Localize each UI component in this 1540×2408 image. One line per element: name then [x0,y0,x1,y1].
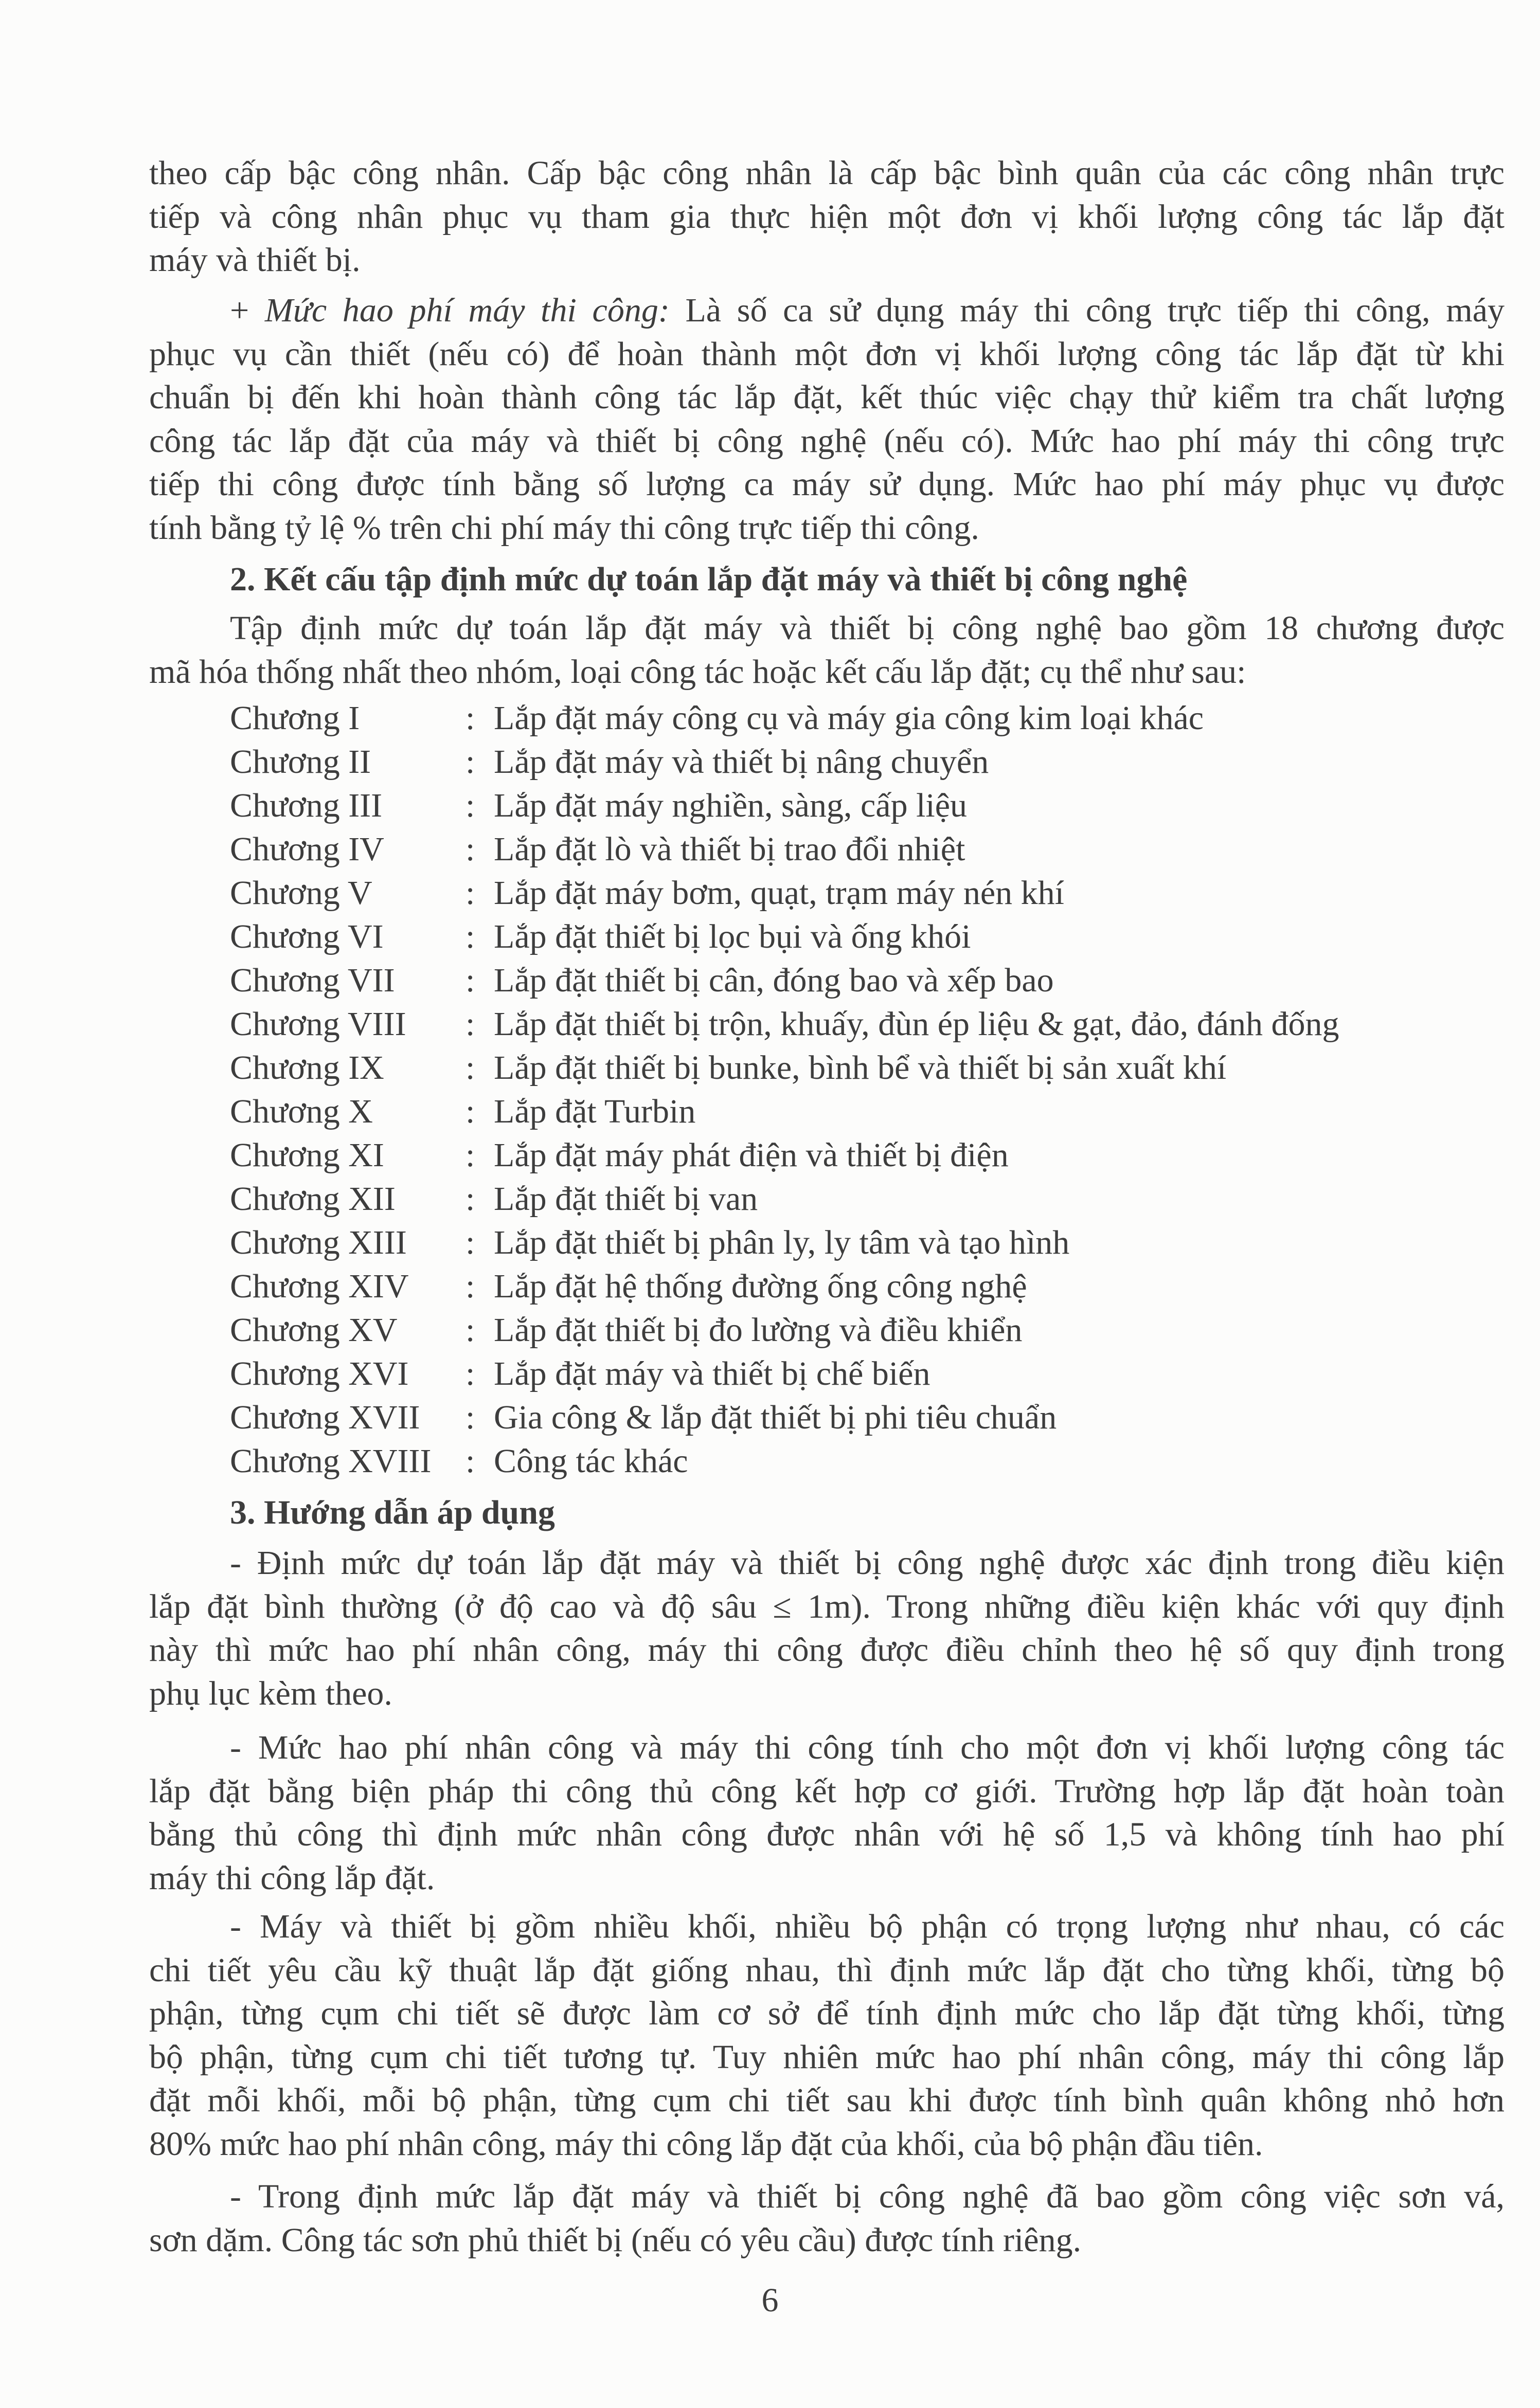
text-line: theo cấp bậc công nhân. Cấp bậc công nhân là cấp bậc bình quân của các công nhân trực [149,154,1505,192]
paragraph-machine-cost [149,289,1505,550]
text-line: phụ lục kèm theo. [149,1674,392,1712]
text-line: chuẩn bị đến khi hoàn thành công tác lắp đặt, kết thúc việc chạy thử kiểm tra chất lượng [149,378,1505,416]
chapter-row [149,828,1505,872]
chapter-name: Chương VIII [230,1005,406,1043]
text-line: sơn dặm. Công tác sơn phủ thiết bị (nếu có yêu cầu) được tính riêng. [149,2221,1082,2259]
text-line: - Máy và thiết bị gồm nhiều khối, nhiều bộ phận có trọng lượng như nhau, có các [230,1908,1505,1945]
text-line: bộ phận, từng cụm chi tiết tương tự. Tuy nhiên mức hao phí nhân công, máy thi công lắp [149,2038,1505,2076]
text-line [149,289,1505,333]
guideline-paragraph [149,2175,1505,2262]
text-line: chi tiết yêu cầu kỹ thuật lắp đặt giống nhau, thì định mức lắp đặt cho từng khối, từng bộ [149,1951,1505,1989]
chapter-name: Chương VI [230,918,384,955]
chapter-name: Chương XII [230,1180,396,1218]
chapter-separator: : [465,1311,475,1349]
text-line: 80% mức hao phí nhân công, máy thi công lắp đặt của khối, của bộ phận đầu tiên. [149,2125,1263,2163]
chapter-name: Chương XIV [230,1268,409,1305]
section-2-heading-block [149,558,1505,602]
chapter-name: Chương XV [230,1311,398,1349]
chapter-title: Công tác khác [494,1442,688,1480]
chapter-separator: : [465,787,475,824]
chapter-title: Lắp đặt thiết bị phân ly, ly tâm và tạo hình [494,1224,1070,1261]
chapter-name: Chương II [230,743,371,781]
chapter-separator: : [465,1093,475,1130]
chapter-title: Lắp đặt thiết bị bunke, bình bể và thiết bị sản xuất khí [494,1049,1227,1087]
page-number: 6 [761,2282,779,2319]
chapter-separator: : [465,1049,475,1087]
chapter-row [149,915,1505,959]
text-line: - Định mức dự toán lắp đặt máy và thiết bị công nghệ được xác định trong điều kiện [230,1544,1505,1582]
chapter-row [149,1396,1505,1440]
chapter-separator: : [465,918,475,955]
chapter-name: Chương VII [230,962,395,999]
chapter-row [149,1309,1505,1352]
term-machine-cost: Mức hao phí máy thi công: [264,292,670,329]
text-line: Tập định mức dự toán lắp đặt máy và thiết bị công nghệ bao gồm 18 chương được [230,609,1505,647]
chapter-title: Gia công & lắp đặt thiết bị phi tiêu chuẩn [494,1399,1057,1436]
bullet-plus: + [230,292,265,329]
text-line: lắp đặt bằng biện pháp thi công thủ công kết hợp cơ giới. Trường hợp lắp đặt hoàn toàn [149,1772,1505,1810]
chapter-separator: : [465,743,475,781]
chapter-separator: : [465,1268,475,1305]
chapter-row [149,872,1505,915]
text-line: - Trong định mức lắp đặt máy và thiết bị công nghệ đã bao gồm công việc sơn vá, [230,2178,1505,2215]
paragraph-worker-grade [149,152,1505,282]
chapter-title: Lắp đặt máy và thiết bị chế biến [494,1355,930,1392]
chapter-title: Lắp đặt máy nghiền, sàng, cấp liệu [494,787,968,824]
chapter-row [149,740,1505,784]
chapter-separator: : [465,1355,475,1392]
text-line: phận, từng cụm chi tiết sẽ được làm cơ sở để tính định mức cho lắp đặt từng khối, từng [149,1995,1505,2032]
chapter-name: Chương X [230,1093,373,1130]
chapter-name: Chương IV [230,830,384,868]
text-line: tiếp và công nhân phục vụ tham gia thực hiện một đơn vị khối lượng công tác lắp đặt [149,197,1505,236]
text-line: phục vụ cần thiết (nếu có) để hoàn thành một đơn vị khối lượng công tác lắp đặt từ khi [149,335,1505,373]
chapter-name: Chương IX [230,1049,384,1087]
chapter-separator: : [465,874,475,912]
text-line: máy thi công lắp đặt. [149,1859,435,1897]
chapter-separator: : [465,1224,475,1261]
text-line: đặt mỗi khối, mỗi bộ phận, từng cụm chi tiết sau khi được tính bình quân không nhỏ hơn [149,2081,1505,2119]
term-definition: Là số ca sử dụng máy thi công trực tiếp thi công, máy [669,292,1505,329]
text-line: máy và thiết bị. [149,241,361,279]
guideline-paragraph [149,1726,1505,1900]
chapter-title: Lắp đặt máy phát điện và thiết bị điện [494,1136,1009,1174]
guideline-paragraph [149,1905,1505,2166]
chapter-title: Lắp đặt máy công cụ và máy gia công kim loại khác [494,699,1204,737]
chapter-separator: : [465,1005,475,1043]
text-line: tính bằng tỷ lệ % trên chi phí máy thi công trực tiếp thi công. [149,509,979,547]
chapter-title: Lắp đặt thiết bị cân, đóng bao và xếp bao [494,962,1054,999]
chapter-title: Lắp đặt lò và thiết bị trao đổi nhiệt [494,830,965,868]
section-3-heading-block [149,1491,1505,1535]
chapter-row [149,959,1505,1003]
section-2-intro [149,607,1505,694]
chapter-row [149,1178,1505,1221]
chapter-name: Chương XIII [230,1224,407,1261]
chapter-row [149,1265,1505,1309]
chapter-name: Chương XI [230,1136,384,1174]
chapter-title: Lắp đặt máy bơm, quạt, trạm máy nén khí [494,874,1064,912]
chapter-name: Chương XVIII [230,1442,432,1480]
chapter-title: Lắp đặt thiết bị lọc bụi và ống khói [494,918,971,955]
chapter-separator: : [465,1180,475,1218]
chapter-row [149,1221,1505,1265]
chapter-name: Chương V [230,874,372,912]
chapter-row [149,1440,1505,1483]
chapter-list [149,697,1505,1483]
chapter-row [149,1003,1505,1046]
chapter-separator: : [465,1442,475,1480]
text-line: công tác lắp đặt của máy và thiết bị công nghệ (nếu có). Mức hao phí máy thi công trực [149,422,1505,460]
chapter-name: Chương XVII [230,1399,420,1436]
chapter-separator: : [465,1136,475,1174]
chapter-row [149,1090,1505,1134]
chapter-row [149,784,1505,828]
chapter-title: Lắp đặt thiết bị trộn, khuấy, đùn ép liệu & gạt, đảo, đánh đống [494,1005,1339,1043]
text-line: - Mức hao phí nhân công và máy thi công tính cho một đơn vị khối lượng công tác [230,1729,1505,1766]
guideline-paragraph [149,1542,1505,1715]
chapter-separator: : [465,830,475,868]
chapter-separator: : [465,1399,475,1436]
chapter-row [149,1046,1505,1090]
chapter-title: Lắp đặt hệ thống đường ống công nghệ [494,1268,1027,1305]
chapter-name: Chương XVI [230,1355,409,1392]
chapter-title: Lắp đặt máy và thiết bị nâng chuyển [494,743,989,781]
text-line: lắp đặt bình thường (ở độ cao và độ sâu ≤ 1m). Trong những điều kiện khác với quy định [149,1587,1505,1625]
chapter-row [149,1352,1505,1396]
chapter-separator: : [465,962,475,999]
chapter-title: Lắp đặt Turbin [494,1093,696,1130]
text-line: mã hóa thống nhất theo nhóm, loại công tác hoặc kết cấu lắp đặt; cụ thể như sau: [149,653,1246,691]
chapter-row [149,697,1505,740]
chapter-separator: : [465,699,475,737]
text-line: tiếp thi công được tính bằng số lượng ca máy sử dụng. Mức hao phí máy phục vụ được [149,465,1505,503]
text-line: bằng thủ công thì định mức nhân công được nhân với hệ số 1,5 và không tính hao phí [149,1816,1505,1853]
chapter-title: Lắp đặt thiết bị van [494,1180,758,1218]
chapter-name: Chương I [230,699,360,737]
text-line: này thì mức hao phí nhân công, máy thi công được điều chỉnh theo hệ số quy định trong [149,1631,1505,1669]
chapter-row [149,1134,1505,1178]
chapter-title: Lắp đặt thiết bị đo lường và điều khiển [494,1311,1023,1349]
chapter-name: Chương III [230,787,383,824]
section-3-heading: 3. Hướng dẫn áp dụng [230,1494,555,1531]
section-2-heading: 2. Kết cấu tập định mức dự toán lắp đặt máy và thiết bị công nghệ [230,560,1188,598]
